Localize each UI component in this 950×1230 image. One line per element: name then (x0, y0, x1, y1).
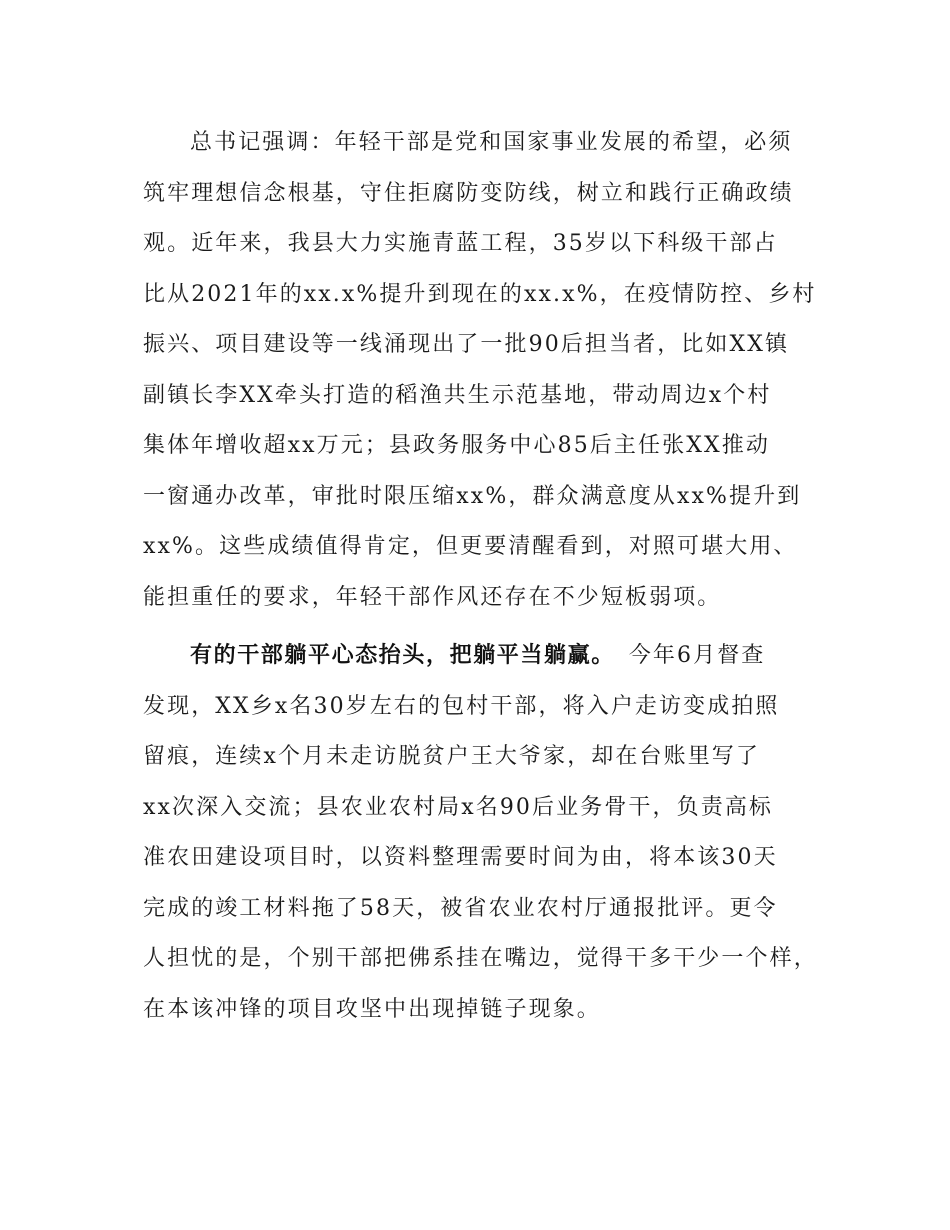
text-line: 总书记强调：年轻干部是党和国家事业发展的希望，必须 (190, 130, 793, 155)
text-line: 留痕，连续x个月未走访脱贫户王大爷家，却在台账里写了 (143, 744, 761, 769)
text-line: xx%。这些成绩值得肯定，但更要清醒看到，对照可堪大用、 (143, 534, 798, 559)
text-line: 筑牢理想信念根基，守住拒腐防变防线，树立和践行正确政绩 (143, 180, 794, 206)
text-line: 在本该冲锋的项目攻坚中出现掉链子现象。 (143, 996, 601, 1022)
text-line: 完成的竣工材料拖了58天，被省农业农村厅通报批评。更令 (143, 895, 778, 921)
text-line-first (143, 631, 833, 682)
text-line: 能担重任的要求，年轻干部作风还存在不少短板弱项。 (143, 584, 722, 610)
text-line: xx次深入交流；县农业农村局x名90后业务骨干，负责高标 (143, 794, 774, 820)
text-line: 集体年增收超xx万元；县政务服务中心85后主任张XX推动 (143, 433, 770, 458)
text-line: 比从2021年的xx.x%提升到现在的xx.x%，在疫情防控、乡村 (143, 281, 817, 307)
text-line: 准农田建设项目时，以资料整理需要时间为由，将本该30天 (143, 845, 778, 870)
text-line: 发现，XX乡x名30岁左右的包村干部，将入户走访变成拍照 (143, 693, 780, 719)
paragraph-heading: 有的干部躺平心态抬头，把躺平当躺赢。 (190, 643, 615, 668)
paragraph-intro (143, 118, 833, 623)
text-line: 振兴、项目建设等一线涌现出了一批90后担当者，比如XX镇 (143, 332, 790, 357)
text-line: 副镇长李XX牵头打造的稻渔共生示范基地，带动周边x个村 (143, 382, 772, 408)
text-line: 观。近年来，我县大力实施青蓝工程，35岁以下科级干部占 (143, 231, 778, 256)
paragraph-problem (143, 631, 833, 1035)
text-segment: 今年6月督查 (628, 643, 766, 668)
text-line: 一窗通办改革，审批时限压缩xx%，群众满意度从xx%提升到 (143, 483, 802, 509)
text-line: 人担忧的是，个别干部把佛系挂在嘴边，觉得干多干少一个样， (143, 946, 818, 971)
